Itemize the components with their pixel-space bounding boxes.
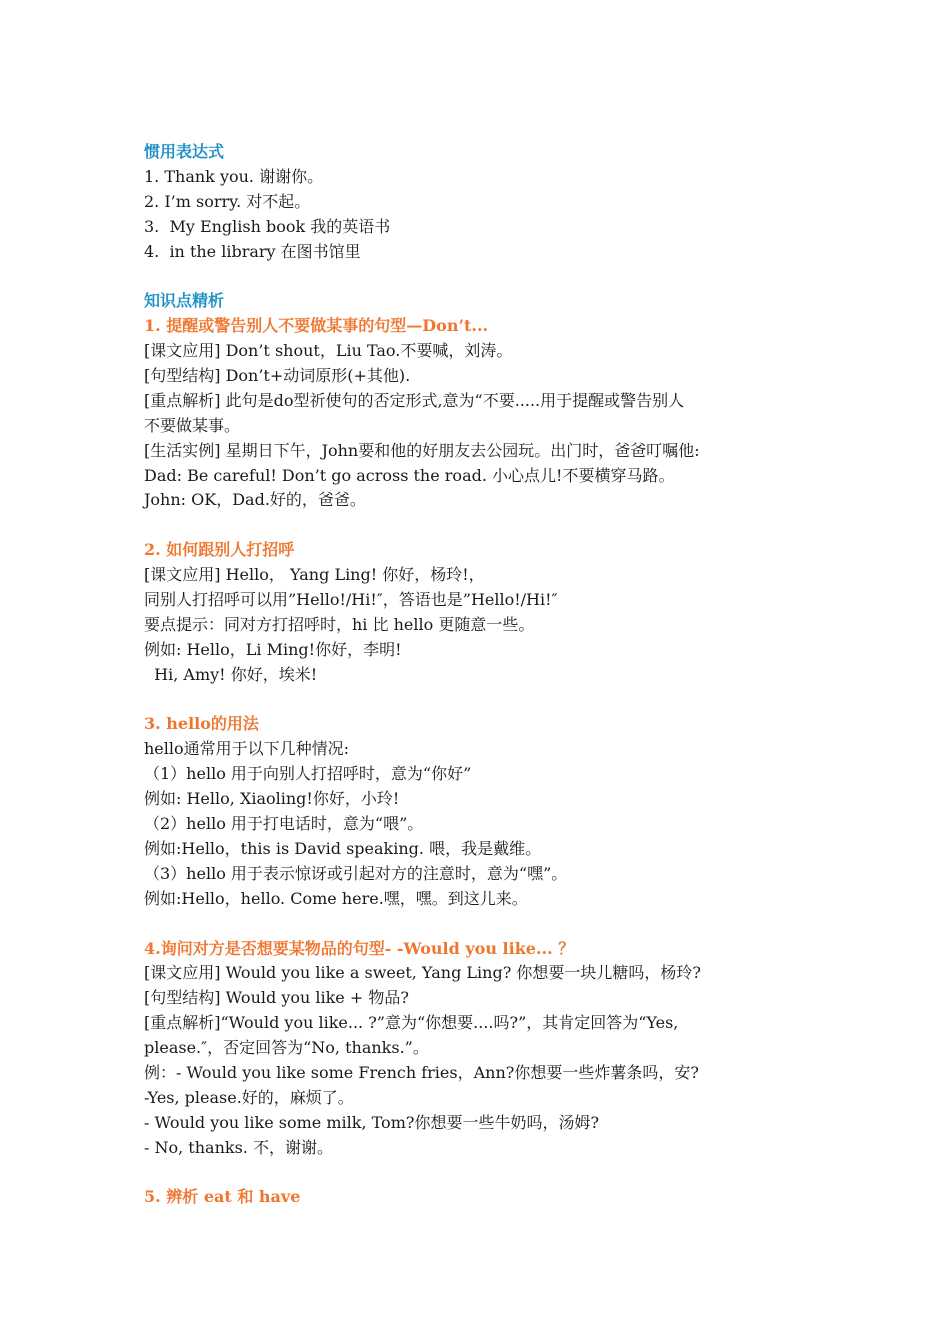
text-line: Hi, Amy! 你好，埃米! [144,664,318,684]
text-line: 4. in the library 在图书馆里 [144,241,361,261]
text-line: 要点提示：同对方打招呼时，hi 比 hello 更随意一些。 [144,614,535,634]
text-line: [重点解析] 此句是do型祈使句的否定形式,意为“不要.....用于提醒或警告别人 [144,390,685,410]
text-line: 不要做某事。 [144,415,241,435]
text-line: （1）hello 用于向别人打招呼时，意为“你好” [144,764,472,784]
text-line: - Would you like some milk, Tom?你想要一些牛奶吗，汤姆? [144,1112,600,1132]
text-line: hello通常用于以下几种情况: [144,739,350,759]
topic-heading-would-you-like: 4.询问对方是否想要某物品的句型- -Would you like... ？ [144,938,575,958]
text-line: 例如:Hello，hello. Come here.嘿，嘿。到这儿来。 [144,888,528,908]
text-line: [生活实例] 星期日下午，John要和他的好朋友去公园玩。出门时，爸爸叮嘱他: [144,440,700,460]
spacer [144,513,824,538]
text-line: Dad: Be careful! Don’t go across the road. 小心点儿!不要横穿马路。 [144,465,675,485]
spacer [144,912,824,937]
spacer [144,688,824,713]
text-line: 同别人打招呼可以用”Hello!/Hi!″，答语也是”Hello!/Hi!″ [144,590,558,610]
section-heading-knowledge: 知识点精析 [144,291,225,311]
text-line: [句型结构] Don’t+动词原形(+其他). [144,366,411,386]
text-line: -Yes, please.好的，麻烦了。 [144,1087,354,1107]
text-line: 2. I’m sorry. 对不起。 [144,191,311,211]
text-line: （3）hello 用于表示惊讶或引起对方的注意时，意为“嘿”。 [144,863,568,883]
text-line: [课文应用] Hello， Yang Ling! 你好，杨玲!， [144,565,485,585]
spacer [144,264,824,289]
topic-heading-dont: 1. 提醒或警告别人不要做某事的句型—Don’t... [144,316,489,336]
text-line: 3. My English book 我的英语书 [144,216,391,236]
text-line: [课文应用] Don’t shout，Liu Tao.不要喊，刘涛。 [144,341,513,361]
spacer [144,1161,824,1186]
section-heading-expressions: 惯用表达式 [144,142,225,161]
text-line: John: OK，Dad.好的，爸爸。 [144,490,366,510]
text-line: - No, thanks. 不，谢谢。 [144,1137,333,1157]
text-line: 例如: Hello，Li Ming!你好，李明! [144,639,402,659]
text-line: （2）hello 用于打电话时，意为“喂”。 [144,814,424,834]
topic-heading-hello-usage: 3. hello的用法 [144,714,259,734]
text-line: [句型结构] Would you like + 物品? [144,988,409,1008]
text-line: please.″，否定回答为“No, thanks.”。 [144,1038,429,1058]
text-line: 1. Thank you. 谢谢你。 [144,166,324,186]
text-line: 例如:Hello，this is David speaking. 喂，我是戴维。 [144,838,542,858]
text-line: 例：- Would you like some French fries，Ann?你想要一些炸薯条吗，安? [144,1062,699,1082]
topic-heading-greeting: 2. 如何跟别人打招呼 [144,540,295,560]
text-line: [重点解析]“Would you like... ?”意为“你想要....吗?”，其肯定回答为“Yes, [144,1013,679,1033]
topic-heading-eat-have: 5. 辨析 eat 和 have [144,1187,301,1207]
text-line: [课文应用] Would you like a sweet, Yang Ling? 你想要一块儿糖吗，杨玲? [144,963,701,983]
text-line: 例如: Hello, Xiaoling!你好，小玲! [144,789,400,809]
document-body [144,140,824,1210]
